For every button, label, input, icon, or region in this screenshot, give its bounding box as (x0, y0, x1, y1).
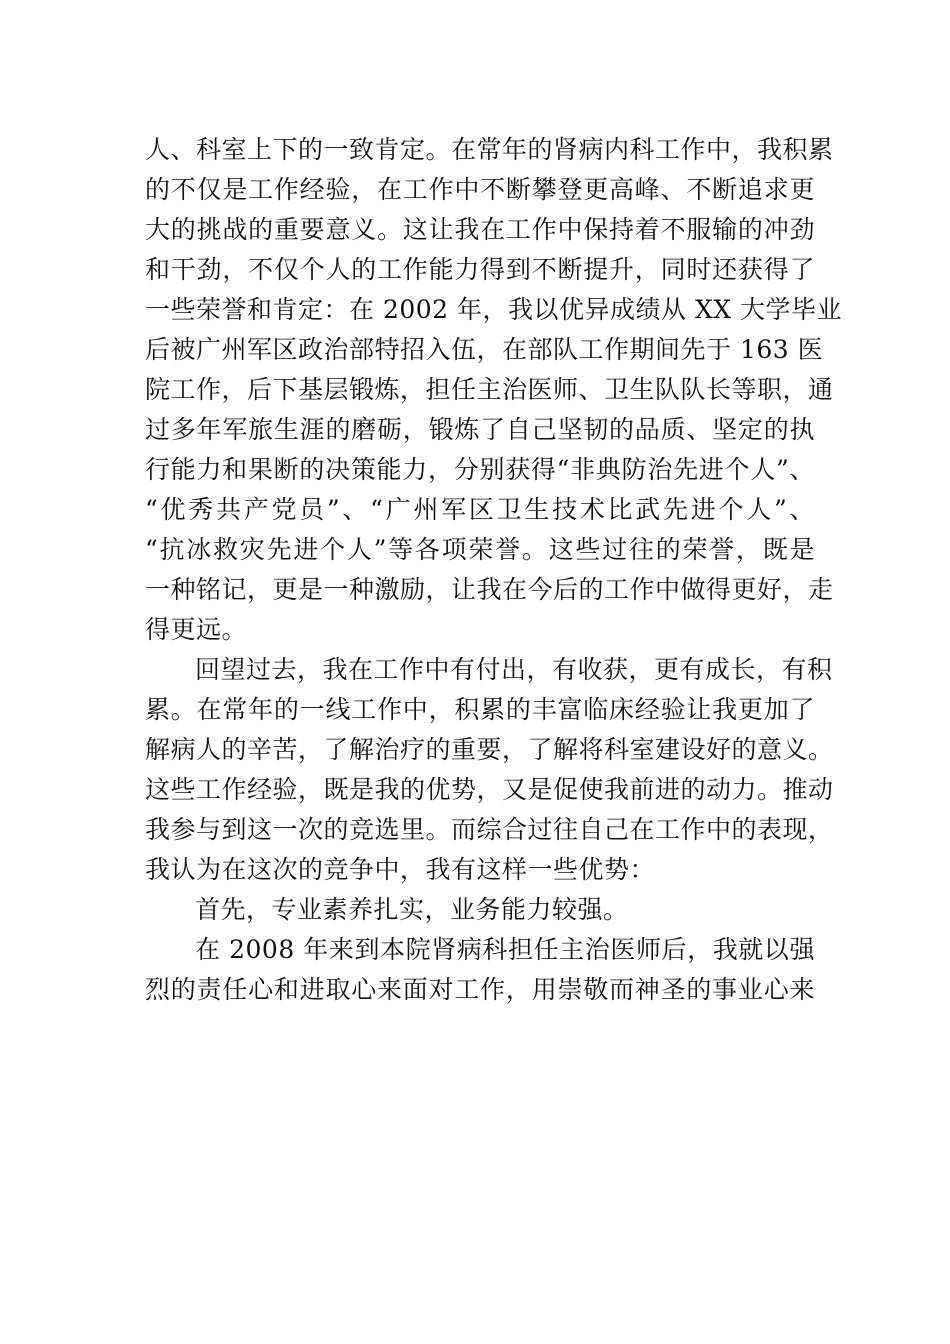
text-line: 后被广州军区政治部特招入伍，在部队工作期间先于 163 医 (145, 335, 824, 364)
text-line: 我认为在这次的竞争中，我有这样一些优势： (145, 855, 656, 884)
text-line: 一些荣誉和肯定：在 2002 年，我以优异成绩从 XX 大学毕业 (145, 295, 843, 324)
text-line: 人、科室上下的一致肯定。在常年的肾病内科工作中，我积累 (145, 135, 834, 164)
text-line: 我参与到这一次的竞选里。而综合过往自己在工作中的表现， (145, 815, 834, 844)
text-line: “优秀共产党员”、“广州军区卫生技术比武先进个人”、 (145, 495, 815, 524)
text-line: 得更远。 (145, 615, 248, 644)
paragraph-honors (145, 130, 843, 650)
paragraph-first-point (145, 890, 815, 930)
paragraph-2008 (145, 930, 815, 1010)
text-line: 一种铭记，更是一种激励，让我在今后的工作中做得更好，走 (145, 575, 834, 604)
text-line: 的不仅是工作经验，在工作中不断攀登更高峰、不断追求更 (145, 175, 815, 204)
text-line: 回望过去，我在工作中有付出，有收获，更有成长，有积 (195, 655, 833, 684)
text-line: 在 2008 年来到本院肾病科担任主治医师后，我就以强 (195, 935, 815, 964)
text-line: 过多年军旅生涯的磨砺，锻炼了自己坚韧的品质、坚定的执 (145, 415, 815, 444)
text-line: 这些工作经验，既是我的优势，又是促使我前进的动力。推动 (145, 775, 834, 804)
text-line: 院工作，后下基层锻炼，担任主治医师、卫生队队长等职，通 (145, 375, 834, 404)
text-line: 首先，专业素养扎实，业务能力较强。 (195, 895, 629, 924)
document-body (145, 130, 843, 1010)
text-line: 行能力和果断的决策能力，分别获得“非典防治先进个人”、 (145, 455, 815, 484)
text-line: 解病人的辛苦，了解治疗的重要，了解将科室建设好的意义。 (145, 735, 834, 764)
paragraph-reflection (145, 650, 834, 890)
text-line: 和干劲，不仅个人的工作能力得到不断提升，同时还获得了 (145, 255, 815, 284)
text-line: 大的挑战的重要意义。这让我在工作中保持着不服输的冲劲 (145, 215, 815, 244)
text-line: 烈的责任心和进取心来面对工作，用崇敬而神圣的事业心来 (145, 975, 815, 1004)
text-line: 累。在常年的一线工作中，积累的丰富临床经验让我更加了 (145, 695, 815, 724)
text-line: “抗冰救灾先进个人”等各项荣誉。这些过往的荣誉，既是 (145, 535, 815, 564)
